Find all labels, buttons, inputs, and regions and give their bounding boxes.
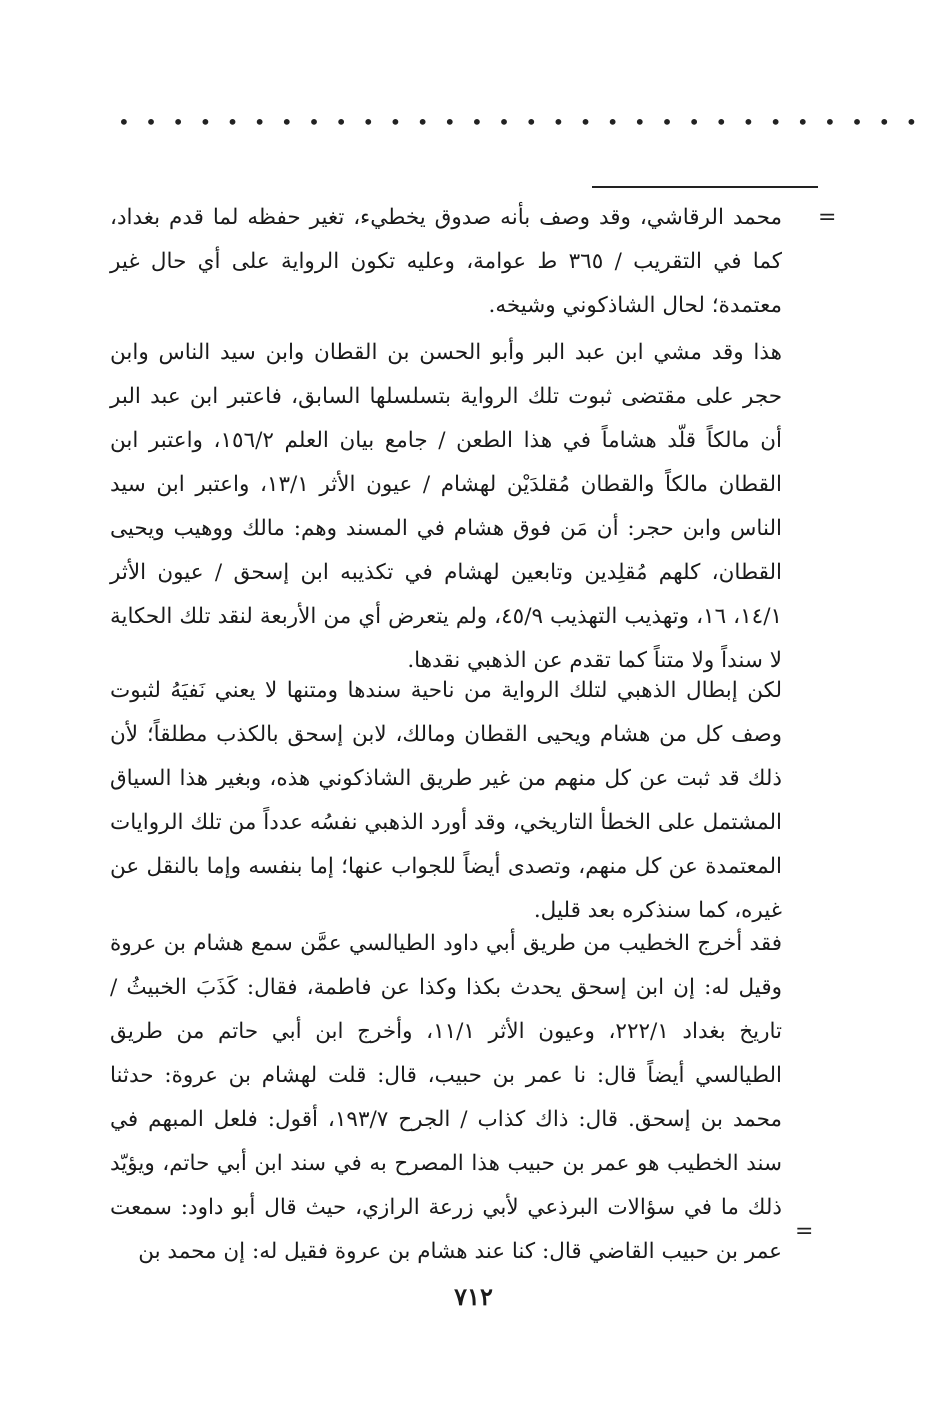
footnote-rule (592, 186, 818, 188)
footnote-text: محمد الرقاشي، وقد وصف بأنه صدوق يخطيء، تغير حفظه لما قدم بغداد، كما في التقريب / ٣٦٥ ط عوامة، وعليه تكون الرواية على أي حال غير معتمدة؛ لحال الشاذكوني وشيخه. (110, 205, 782, 318)
footnote-continuation-mark-top: = (818, 205, 837, 230)
paragraph-text: هذا وقد مشي ابن عبد البر وأبو الحسن بن القطان وابن سيد الناس وابن حجر على مقتضى ثبوت تلك الرواية بتسلسلها السابق، فاعتبر ابن عبد البر أن مالكاً قلّد هشاماً في هذا الطعن / جامع بيان العلم ١٥٦/٢، واعتبر ابن القطان مالكاً والقطان مُقلدَيْن لهشام / عيون الأثر ١٣/١، واعتبر ابن سيد الناس وابن حجر: أن مَن فوق هشام في المسند وهم: مالك ووهيب ويحيى القطان، كلهم مُقلِدين وتابعين لهشام في تكذيبه ابن إسحق / عيون الأثر ١٤/١، ١٦، وتهذيب التهذيب ٤٥/٩، ولم يتعرض أي من الأربعة لنقد تلك الحكاية لا سنداً ولا متناً كما تقدم عن الذهبي نقدها. (110, 340, 783, 673)
paragraph-2 (110, 669, 782, 933)
footnote-continuation (110, 196, 782, 328)
page-number: ٧١٢ (454, 1282, 493, 1311)
header-dot-separator: • • • • • • • • • • • • • • • • • • • • • • • • • • • • • • (118, 110, 922, 134)
paragraph-3 (110, 922, 782, 1274)
paragraph-text: فقد أخرج الخطيب من طريق أبي داود الطيالسي عمَّن سمع هشام بن عروة وقيل له: إن ابن إسحق يحدث بكذا وكذا عن فاطمة، فقال: كَذَبَ الخبيثُ / تاريخ بغداد ٢٢٢/١، وعيون الأثر ١١/١، وأخرج ابن أبي حاتم من طريق الطيالسي أيضاً قال: نا عمر بن حبيب، قال: قلت لهشام بن عروة: حدثنا محمد بن إسحق. قال: ذاك كذاب / الجرح ١٩٣/٧، أقول: فلعل المبهم في سند الخطيب هو عمر بن حبيب هذا المصرح به في سند ابن أبي حاتم، ويؤيّد ذلك ما في سؤالات البرذعي لأبي زرعة الرازي، حيث قال أبو داود: سمعت عمر بن حبيب القاضي قال: كنا عند هشام بن عروة فقيل له: إن محمد بن (110, 931, 783, 1264)
paragraph-text: لكن إبطال الذهبي لتلك الرواية من ناحية سندها ومتنها لا يعني نَفيَهُ لثبوت وصف كل من هشام ويحيى القطان ومالك، لابن إسحق بالكذب مطلقاً؛ لأن ذلك قد ثبت عن كل منهم من غير طريق الشاذكوني هذه، وبغير هذا السياق المشتمل على الخطأ التاريخي، وقد أورد الذهبي نفسُه عدداً من تلك الروايات المعتمدة عن كل منهم، وتصدى أيضاً للجواب عنها؛ إما بنفسه وإما بالنقل عن غيره، كما سنذكره بعد قليل. (110, 678, 782, 923)
footnote-continuation-mark-bottom: = (795, 1219, 814, 1244)
paragraph-1 (110, 331, 782, 683)
